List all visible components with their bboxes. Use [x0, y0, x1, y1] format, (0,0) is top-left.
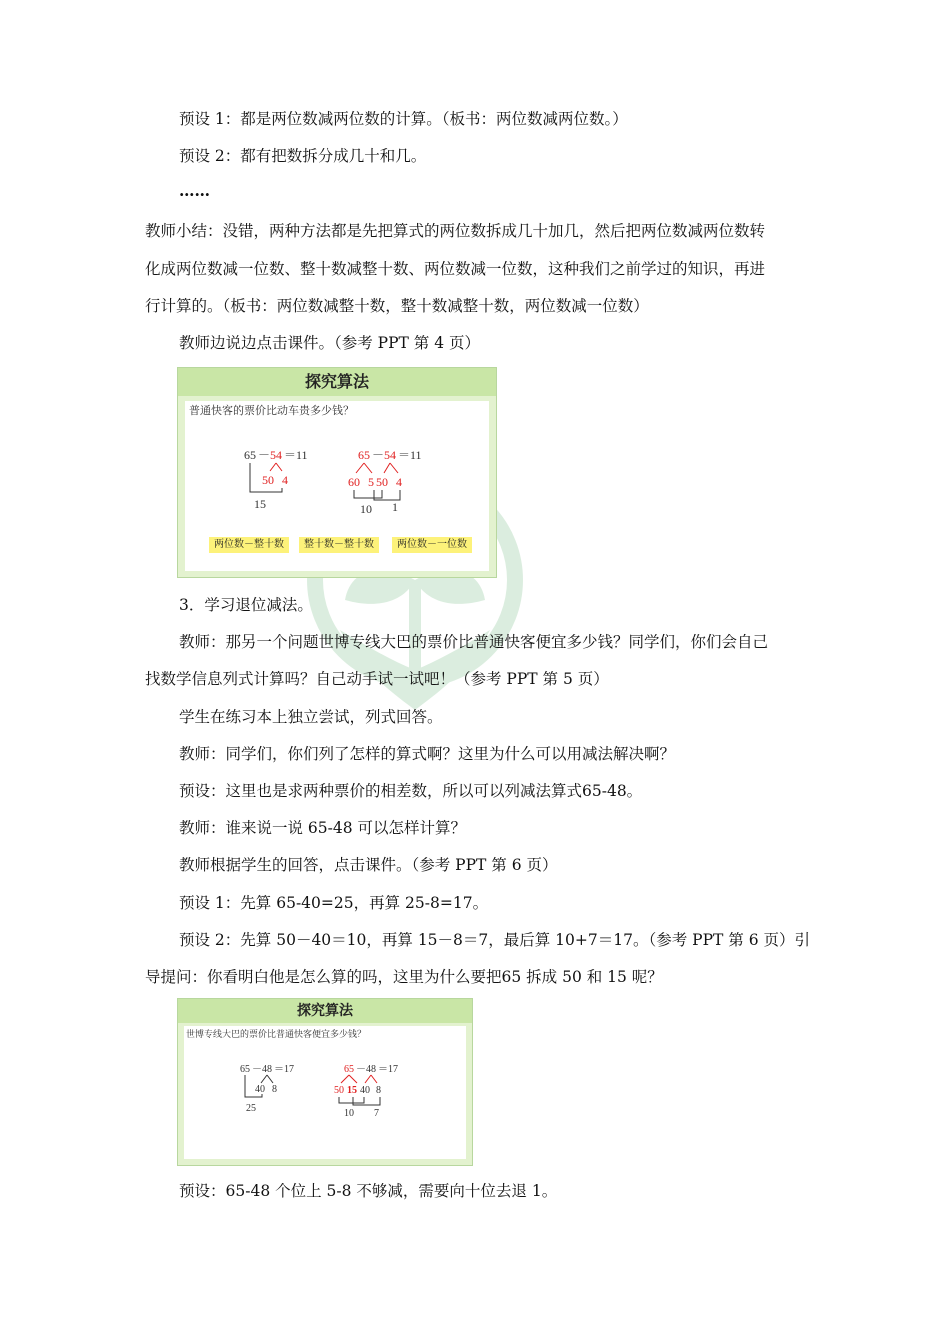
paragraph-preset-difference: 预设：这里也是求两种票价的相差数，所以可以列减法算式65-48。	[179, 782, 643, 800]
calc-right-b: 54	[384, 448, 396, 462]
paragraph-summary-line-3: 行计算的。（板书：两位数减整十数，整十数减整十数，两位数减一位数）	[145, 297, 649, 315]
paragraph-teacher-question-line-1: 教师：那另一个问题世博专线大巴的票价比普通快客便宜多少钱？同学们，你们会自己	[179, 633, 769, 651]
paragraph-click-courseware: 教师边说边点击课件。（参考 PPT 第 4 页）	[179, 334, 481, 352]
paragraph-preset-borrow: 预设：65-48 个位上 5-8 不够减，需要向十位去退 1。	[179, 1182, 558, 1200]
method-chip-2: 整十数－整十数	[299, 537, 379, 553]
paragraph-who-explains: 教师：谁来说一说 65-48 可以怎样计算？	[179, 819, 467, 837]
calc-left-a: 65	[240, 1064, 250, 1075]
paragraph-preset-method-2-line-1: 预设 2：先算 50－40＝10，再算 15－8＝7，最后算 10+7＝17。（参考 PPT 第 6 页）引	[179, 931, 810, 949]
bracket-line	[354, 490, 400, 500]
paragraph-teacher-ask: 教师：同学们，你们列了怎样的算式啊？这里为什么可以用减法解决啊？	[179, 745, 676, 763]
paragraph-teacher-question-line-2: 找数学信息列式计算吗？自己动手试一试吧！（参考 PPT 第 5 页）	[145, 670, 609, 688]
calc-left-b: 48	[262, 1064, 272, 1075]
calc-left-op: －	[252, 1064, 262, 1075]
calc-left-result: 25	[246, 1103, 256, 1114]
calc-left-part2: 8	[272, 1084, 277, 1095]
calc-right-a1: 50	[334, 1085, 344, 1096]
calc-left-a: 65	[244, 448, 256, 462]
calc-right-a: 65	[344, 1064, 354, 1075]
split-lines	[341, 1075, 377, 1083]
calc-right-r2: 1	[392, 500, 398, 514]
calc-left-eq: ＝17	[274, 1064, 294, 1075]
paragraph-summary-line-2: 化成两位数减一位数、整十数减整十数、两位数减一位数，这种我们之前学过的知识，再进	[145, 260, 766, 278]
calc-right-b2: 4	[396, 475, 402, 489]
calc-left-result: 15	[254, 497, 266, 511]
slide-image-2	[177, 998, 473, 1166]
calc-left-eq: ＝11	[284, 448, 308, 462]
calc-right-r1: 10	[344, 1108, 354, 1119]
paragraph-preset-method-2-line-2: 导提问：你看明白他是怎么算的吗，这里为什么要把65 拆成 50 和 15 呢？	[145, 968, 663, 986]
calc-right-eq: ＝11	[398, 448, 422, 462]
split-lines	[356, 463, 398, 473]
calc-right-b: 48	[366, 1064, 376, 1075]
paragraph-preset-method-1: 预设 1：先算 65-40=25，再算 25-8=17。	[179, 894, 489, 912]
calc-right-a1: 60	[348, 475, 360, 489]
paragraph-ellipsis: ……	[179, 181, 210, 200]
calc-right-b1: 50	[376, 475, 388, 489]
paragraph-preset-2: 预设 2：都有把数拆分成几十和几。	[179, 147, 427, 165]
calc-right-b1: 40	[360, 1085, 370, 1096]
calc-right-b2: 8	[376, 1085, 381, 1096]
slide-title: 探究算法	[178, 368, 496, 396]
paragraph-students-try: 学生在练习本上独立尝试，列式回答。	[179, 708, 443, 726]
calc-left-part1: 40	[255, 1084, 265, 1095]
calc-left-b: 54	[270, 448, 282, 462]
calc-right-a: 65	[358, 448, 370, 462]
slide-title: 探究算法	[178, 999, 472, 1023]
calc-right-r1: 10	[360, 502, 372, 516]
calc-right-a2: 5	[368, 475, 374, 489]
calc-right-eq: ＝17	[378, 1064, 398, 1075]
calc-left-op: －	[258, 448, 271, 462]
split-lines	[270, 463, 282, 471]
split-lines	[261, 1075, 273, 1083]
paragraph-summary-line-1: 教师小结：没错，两种方法都是先把算式的两位数拆成几十加几，然后把两位数减两位数转	[145, 222, 766, 240]
calc-right-a2: 15	[347, 1085, 357, 1096]
calc-right-op: －	[356, 1064, 366, 1075]
section-heading-regrouping: 3．学习退位减法。	[179, 596, 313, 614]
slide-diagram	[178, 999, 472, 1165]
method-chip-1: 两位数－整十数	[209, 537, 289, 553]
calc-left-part2: 4	[282, 473, 288, 487]
paragraph-teacher-click: 教师根据学生的回答，点击课件。（参考 PPT 第 6 页）	[179, 856, 558, 874]
slide-question: 普通快客的票价比动车贵多少钱？	[189, 404, 354, 417]
method-chip-3: 两位数－一位数	[392, 537, 472, 553]
bracket-line	[339, 1097, 380, 1105]
paragraph-preset-1: 预设 1：都是两位数减两位数的计算。（板书：两位数减两位数。）	[179, 110, 628, 128]
calc-right-r2: 7	[374, 1108, 379, 1119]
calc-right-op: －	[372, 448, 385, 462]
calc-left-part1: 50	[262, 473, 274, 487]
slide-image-1	[177, 367, 497, 578]
slide-question: 世博专线大巴的票价比普通快客便宜多少钱？	[186, 1030, 367, 1040]
